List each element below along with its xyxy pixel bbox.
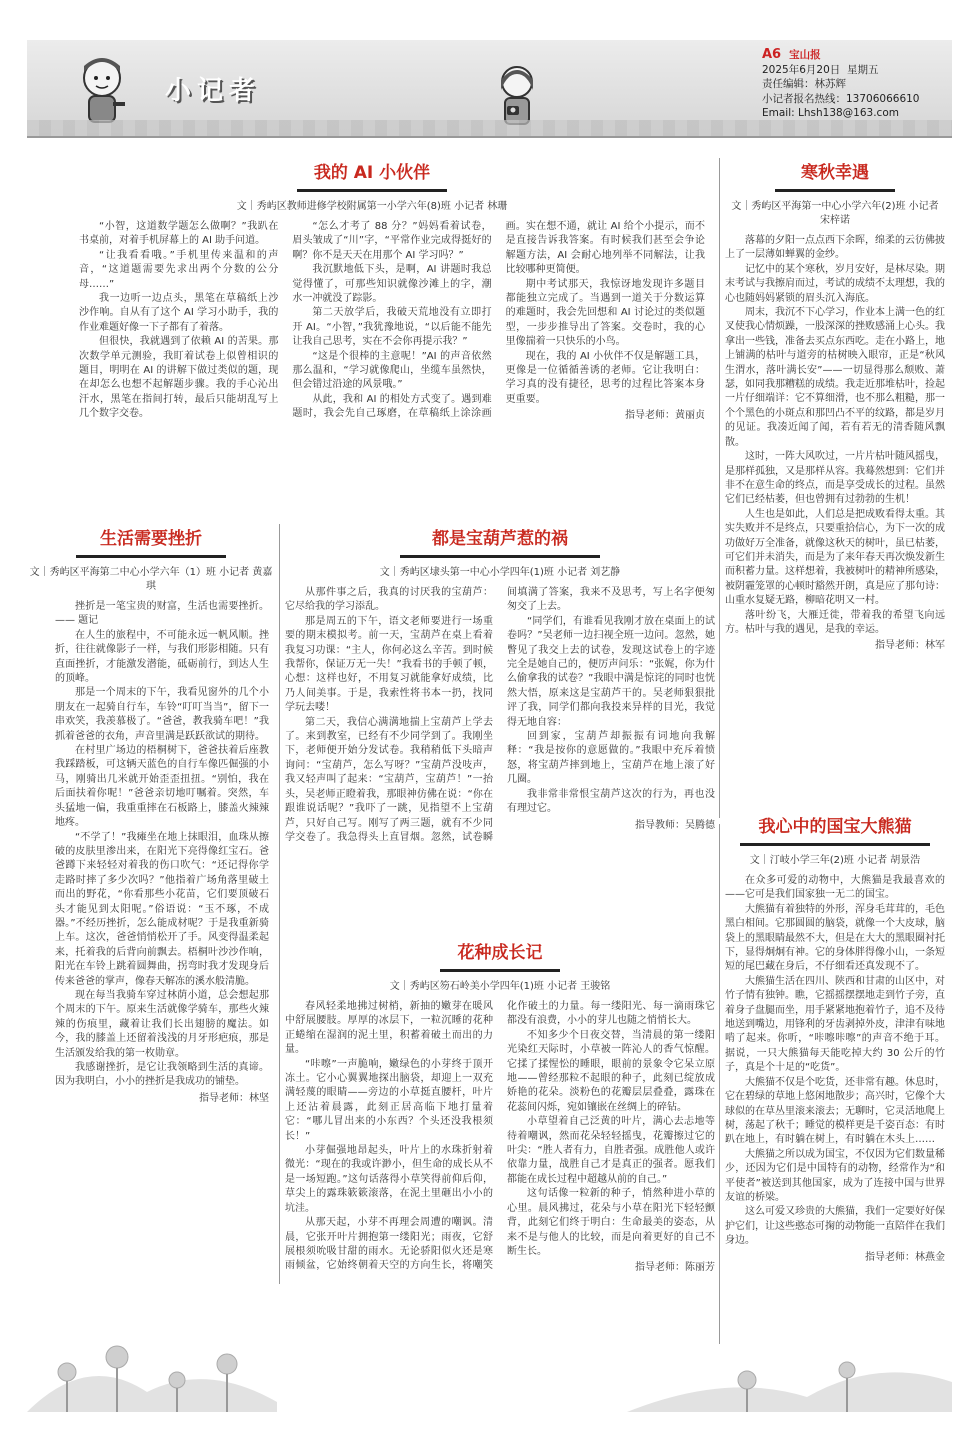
paragraph: 我一边听一边点头，黑笔在草稿纸上沙沙作响。自从有了这个 AI 学习小助手，我的作业难题好像一下子都有了着落。 — [79, 293, 279, 333]
column-divider — [279, 524, 280, 1284]
title-rule — [775, 189, 895, 192]
newspaper-page — [27, 40, 952, 1412]
section-title: 小记者 — [165, 76, 262, 106]
paragraph: 这句话像一粒新的种子，悄然种进小草的心里。晨风拂过，花朵与小草在阳光下轻轻颤背，此刻它们终于明白：生命最美的姿态，从来不是与他人的比较，而是向着更好的自己不断生长。 — [507, 1188, 715, 1257]
article-body — [285, 1000, 715, 1388]
teacher-credit: 指导老师：林燕金 — [865, 1251, 945, 1263]
hotline-line: 小记者报名热线：13706066610 — [762, 92, 920, 105]
paragraph: 那是周五的下午，语文老师要进行一场重要的期末模拟考。前一天，宝葫芦在桌上看着我复习功课：“主人，你何必这么辛苦。到时候我帮你，保证万无一失！”我看书的手顿了顿，心想：这样也好，不用复习就能拿好成绩，比乃人间美事。于是，我索性将书本一扔，找同学玩去喽！ — [285, 615, 493, 714]
paragraph: 我感谢挫折，是它让我领略到生活的真谛。因为我明白，小小的挫折是我成功的铺垫。 — [55, 1062, 269, 1088]
paragraph: 第二天，我信心满满地揣上宝葫芦上学去了。来到教室，已经有不少同学到了。我刚坐下，老师便开始分发试卷。我稍稍低下头暗声询问：“宝葫芦，怎么写呀？”宝葫芦没吱声，我又轻声叫了起来：“宝葫芦，宝葫芦！”一抬头，吴老师正瞪着我，那眼神仿佛在说：“你在跟谁说话呢？”我吓了一跳，见指望不上宝葫芦，只好自己写。刚写了两三题，就有不少同学交卷了。我急得头上直冒烟。忽然，试卷瞬间填满了答案，我来不及思考，写上名字便匆匆交了上去。 — [285, 587, 715, 843]
masthead-decoration — [27, 120, 952, 136]
paragraph: 现在，我的 AI 小伙伴不仅是解题工具，更像是一位循循善诱的老师。它让我明白：学习真的没有捷径，思考的过程比答案本身更重要。 — [505, 350, 705, 405]
paragraph: 从此，我和 AI 的相处方式变了。遇到难题时，我会先自己琢磨，在草稿纸上涂涂画画。实在想不通，就让 AI 给个小提示，而不是直接告诉我答案。有时候我们甚至会争论解题方法，AI 会耐心地列举不同解法，让我比较哪种更简便。 — [292, 221, 705, 420]
paragraph: “咔嚓”一声脆响，嫩绿色的小芽终于顶开冻土。它小心翼翼地探出脑袋，却迎上一双充满轻蔑的眼睛——旁边的小草挺直腰杆，叶片上还沾着晨露，此刻正居高临下地打量着它：“哪儿冒出来的小东西？个头还没我根须长！” — [285, 1058, 493, 1142]
article-title: 寒秋幸遇 — [801, 163, 869, 183]
teacher-credit: 指导教师：吴腾德 — [635, 819, 715, 831]
brand-logo: 宝山报 — [789, 49, 821, 61]
paragraph: 在村里广场边的梧桐树下，爸爸扶着后座教我踩踏板，可这辆天蓝色的自行车像匹倔强的小马，刚骑出几米就开始歪歪扭扭。“别怕，我在后面扶着你呢！”爸爸亲切地叮嘱着。突然，车头猛地一偏，我重重摔在石板路上，膝盖火辣辣地疼。 — [55, 745, 269, 829]
paragraph: “这是个很棒的主意呢！”AI 的声音依然那么温和，“学习就像爬山，坐缆车虽然快，但会错过沿途的风景哦。” — [292, 350, 492, 391]
paragraph: 我非常非常恨宝葫芦这次的行为，再也没有理过它。 — [507, 788, 715, 815]
teacher-credit: 指导老师：陈丽芳 — [635, 1262, 715, 1274]
article-body — [285, 586, 715, 890]
issue-weekday: 星期五 — [846, 63, 879, 76]
article-body — [725, 874, 945, 1265]
paragraph: 在众多可爱的动物中，大熊猫是我最喜欢的——它可是我们国家独一无二的国宝。 — [725, 875, 945, 901]
email-line: Email: Lhsh138@163.com — [762, 107, 899, 119]
title-rule — [740, 843, 930, 846]
article-autumn — [725, 158, 945, 654]
paragraph: 人生也是如此，人们总是把成败看得太重。其实失败并不是终点，只要重拾信心，为下一次的成功做好万全准备，就像这秋天的树叶，虽已枯萎，可它们并未消失，而是为了来年春天再次焕发新生而积蓄力量。这样想着，我被树叶的精神所感染，被阴霾笼罩的心顿时豁然开朗，真是应了那句诗：山重水复疑无路，柳暗花明又一村。 — [725, 508, 945, 607]
teacher-credit: 指导老师：林坚 — [199, 1092, 269, 1104]
paragraph: 周末，我沉不下心学习，作业本上满一色的红叉使我心情烦躁，一股深深的挫败感涌上心头。我拿出一些钱，准备去买点东西吃。走在小路上，地上铺满的枯叶与道旁的枯树映入眼帘，正是“秋风生渭水，落叶满长安”——一切显得那么颓败、萧瑟，如同我那糟糕的成绩。我走近那堆枯叶，捡起一片仔细端详：它不算细滑，也不那么粗糙，那一个个黑色的小斑点和那凹凸不平的纹路，都是岁月的见证。我凑近闻了闻，若有若无的清香随风飘散。 — [725, 307, 945, 448]
paragraph: 但很快，我就遇到了依赖 AI 的苦果。那次数学单元测验，我盯着试卷上似曾相识的题目，明明在 AI 的讲解下做过类似的题，现在却怎么也想不起解题步骤。我的手心沁出汗水，黑笔在指间打转，最后只能胡乱写上几个数字交卷。 — [79, 336, 279, 420]
paragraph: 落叶纷飞，大雁迁徙，带着我的希望飞向远方。枯叶与我的遇见，是我的幸运。 — [725, 609, 945, 635]
teacher-credit: 指导老师：黄丽贞 — [624, 410, 705, 422]
title-rule — [400, 555, 600, 558]
article-byline: 文｜秀屿区教师进修学校附属第一小学六年(8)班 小记者 林珊 — [236, 201, 508, 212]
paragraph: 记忆中的某个寒秋，岁月安好，是林尽染。期末考试与我擦肩而过，考试的成绩不太理想，我的心也随妈妈紧锁的眉头沉入海底。 — [725, 263, 945, 304]
article-panda — [725, 812, 945, 1265]
issue-date: 2025年6月20日 — [762, 63, 841, 76]
paragraph: 从那件事之后，我真的讨厌我的宝葫芦：它尽给我的学习添乱。 — [285, 587, 493, 613]
paragraph: 这么可爱又珍贵的大熊猫，我们一定要好好保护它们，让这些憨态可掬的动物能一直陪伴在我们身边。 — [725, 1206, 945, 1247]
paragraph: “小智，这道数学题怎么做啊？”我趴在书桌前，对着手机屏幕上的 AI 助手问道。 — [79, 221, 279, 247]
article-byline: 文｜秀屿区平海第二中心小学六年（1）班 小记者 黄嘉琪 — [29, 567, 273, 592]
article-title: 我心中的国宝大熊猫 — [758, 817, 912, 837]
masthead — [27, 40, 952, 138]
editor-line: 责任编辑：林苏辉 — [762, 78, 846, 90]
paragraph: 大熊猫生活在四川、陕西和甘肃的山区中，对竹子情有独钟。瞧，它摇摇摆摆地走到竹子旁，直着身子盘腿而坐，用手紧紧地抱着竹子，追不及待地送到嘴边，用锋利的牙齿剥掉外皮，津津有味地啃了起来。你听，“咔嚓咔嚓”的声音不绝于耳。据说，一只大熊猫每天能吃掉大约 30 公斤的竹子，真是个十足的“吃货”。 — [725, 975, 945, 1074]
paragraph: “不学了！”我瘫坐在地上抹眼泪，血珠从擦破的皮肤里渗出来，在阳光下亮得像红宝石。爸爸蹲下来轻轻对着我的伤口吹气：“还记得你学走路时摔了多少次吗？”他指着广场角落里破土而出的野花，“你看那些小花苗，它们要顶破石头才能见到太阳呢。”俗语说：“玉不琢，不成器。”不经历挫折，怎么能成材呢？于是我重新骑上车。这次，爸爸悄悄松开了手。风变得温柔起来，托着我的后背向前飘去。梧桐叶沙沙作响，阳光在车铃上跳着圆舞曲，拐弯时我才发现身后传来爸爸的掌声，像春天解冻的溪水般清脆。 — [55, 831, 269, 987]
article-title: 生活需要挫折 — [100, 529, 202, 549]
article-byline: 文｜秀屿区笏石岭美小学四年(1)班 小记者 王骏铭 — [389, 981, 611, 992]
article-byline: 文｜秀屿区平海第一中心小学六年(2)班 小记者 宋梓诺 — [731, 201, 939, 226]
boy-reporter-icon — [67, 50, 137, 130]
title-rule — [440, 969, 560, 972]
paragraph: 期中考试那天，我惊讶地发现许多题目都能独立完成了。当遇到一道关于分数运算的难题时，我会先回想和 AI 讨论过的类似题型，一步步推导出了答案。交卷时，我的心里像揣着一只快乐的小鸟。 — [505, 278, 705, 348]
article-title: 我的 AI 小伙伴 — [313, 163, 431, 183]
article-ai — [27, 158, 717, 482]
column-divider — [719, 158, 720, 818]
paragraph: “怎么才考了 88 分？”妈妈看着试卷，眉头皱成了“川”字，“平常作业完成得挺好的啊？你不是天天在用那个 AI 学习吗？” — [292, 221, 492, 261]
masthead-info — [762, 48, 919, 121]
title-rule — [76, 555, 226, 558]
paragraph: “同学们，有谁看见我刚才放在桌面上的试卷吗？”吴老师一边扫视全班一边问。忽然，她瞥见了我交上去的试卷，发现这试卷上的字迹完全是她自己的，便厉声问乐：“张娓，你为什么偷拿我的试卷？”我眼中满是惊诧的同时也恍然大悟，原来这是宝葫芦干的。吴老师狠狠批评了我，同学们都向我投来异样的目光，我觉得无地自容： — [507, 615, 715, 728]
teacher-credit: 指导老师：林军 — [875, 640, 945, 652]
article-title: 花种成长记 — [457, 943, 543, 963]
article-gourd — [285, 524, 715, 890]
paragraph: 第二天放学后，我破天荒地没有立即打开 AI。“小智，”我犹豫地说，“以后能不能先让我自己思考，实在不会你再提示我？” — [292, 307, 492, 348]
paragraph: 大熊猫有着独特的外形，浑身毛茸茸的，毛色黑白相间。它那圆圆的脑袋，就像一个大皮球，脑袋上的黑眼睛最然不大，但是在大大的黑眼圈衬托下，显得炯炯有神。它的身体胖得像小山，一条短短的尾巴藏在身后，不仔细看还真发现不了。 — [725, 903, 945, 973]
paragraph: “让我看看哦。”手机里传来温和的声音，“这道题需要先求出两个分数的公分母……” — [79, 249, 279, 290]
paragraph: 从那天起，小芽不再理会周遭的嘲讽。清晨，它张开叶片拥抱第一缕阳光；雨夜，它舒展根须吮吸甘甜的雨水。无论骄阳似火还是寒雨倾盆，它始终朝着天空的方向生长，将嘲笑化作破土的力量。每一缕阳光、每一滴雨珠它都没有浪费，小小的芽儿也随之悄悄长大。 — [285, 1001, 715, 1272]
paragraph: 春风轻柔地拂过树梢，新抽的嫩芽在暖风中舒展腰肢。厚厚的冰层下，一粒沉睡的花种正蜷缩在湿润的泥土里，积蓄着破土而出的力量。 — [285, 1001, 493, 1056]
column-divider — [719, 824, 720, 1344]
paragraph: 现在每当我骑车穿过林荫小道，总会想起那个周末的下午。原来生活就像学骑车，那些火辣辣的伤痕里，藏着让我们长出翅膀的魔法。如今，我的膝盖上还留着浅浅的月牙形疤痕，那是生活颁发给我的第一枚勋章。 — [55, 989, 269, 1059]
paragraph: 那是一个周末的下午，我看见窗外的几个小朋友在一起骑自行车，车铃“叮叮当当”，留下一串欢笑，我羡慕极了。“爸爸，教我骑车吧！”我抓着爸爸的衣角，声音里满是跃跃欲试的期待。 — [55, 687, 269, 742]
article-byline: 文｜秀屿区埭头第一中心小学四年(1)班 小记者 刘艺静 — [379, 567, 621, 578]
paragraph: 不知多少个日夜交替，当清晨的第一缕阳光染红天际时，小草被一阵沁人的香气惊醒。它揉了揉惺忪的睡眼，眼前的景象令它呆立原地——曾经那粒不起眼的种子，此刻已绽放成娇艳的花朵。淡粉色的花瓣层层叠叠，露珠在花蕊间闪烁，宛如镶嵌在丝绸上的碎钻。 — [507, 1029, 715, 1113]
paragraph: 这时，一阵大风吹过，一片片枯叶随风摇曳，是那样孤独，又是那样从容。我蓦然想到：它们并非不在意生命的终点，而是享受成长的过程。虽然它们已经枯萎，但也曾拥有过勃勃的生机！ — [725, 451, 945, 506]
paragraph: 小芽倔强地昂起头，叶片上的水珠折射着微光：“现在的我或许渺小，但生命的成长从不是一场短跑。”这句话落得小草笑得前仰后仰，草尖上的露珠簌簌滚落，在泥土里砸出小小的坑洼。 — [285, 1145, 493, 1214]
paragraph: 我沉默地低下头，是啊，AI 讲题时我总觉得懂了，可那些知识就像沙滩上的字，潮水一冲就没了踪影。 — [292, 264, 492, 305]
article-title: 都是宝葫芦惹的祸 — [432, 529, 568, 549]
page-number: A6 — [762, 47, 782, 62]
paragraph: 在人生的旅程中，不可能永远一帆风顺。挫折，往往就像影子一样，与我们形影相随。只有直面挫折，才能激发潜能，砥砺前行，到达人生的顶峰。 — [55, 629, 269, 685]
paragraph: 回到家，宝葫芦却振振有词地向我解释：“我是按你的意愿做的。”我眼中充斥着愤怒，将宝葫芦摔到地上，宝葫芦在地上滚了好几圈。 — [507, 731, 715, 786]
paragraph: 挫折是一笔宝贵的财富，生活也需要挫折。 —— 题记 — [55, 601, 269, 627]
article-setback — [27, 524, 275, 1106]
article-byline: 文｜汀岐小学三年(2)班 小记者 胡景浩 — [749, 855, 921, 866]
title-rule — [297, 189, 447, 192]
article-flower — [285, 938, 715, 1388]
paragraph: 大熊猫不仅是个吃货，还非常有趣。休息时，它在碧绿的草地上悠闲地散步；高兴时，它像个大球似的在草丛里滚来滚去；无聊时，它灵活地爬上树，荡起了秋千；睡觉的模样更是千姿百态：有时趴在地上，有时躺在树上，有时躺在木头上…… — [725, 1076, 945, 1146]
article-body — [27, 220, 717, 482]
article-body — [725, 234, 945, 654]
paragraph: 小草望着自己泛黄的叶片，满心去忐地等待着嘲讽，然而花朵轻轻摇曳，花瓣擦过它的叶尖：“胜人者有力，自胜者强。成胜他人或许依靠力量，战胜自己才是真正的强者。愿我们都能在成长过程中超越从前的自己。” — [507, 1116, 715, 1185]
paragraph: 大熊猫之所以成为国宝，不仅因为它们数量稀少，还因为它们是中国特有的动物，经常作为“和平使者”被送到其他国家，成为了连接中国与世界友谊的桥梁。 — [725, 1148, 945, 1203]
paragraph: 落幕的夕阳一点点西下余晖，绵柔的云彷佛披上了一层薄如蝉翼的金纱。 — [725, 235, 945, 261]
article-body — [27, 600, 275, 1106]
